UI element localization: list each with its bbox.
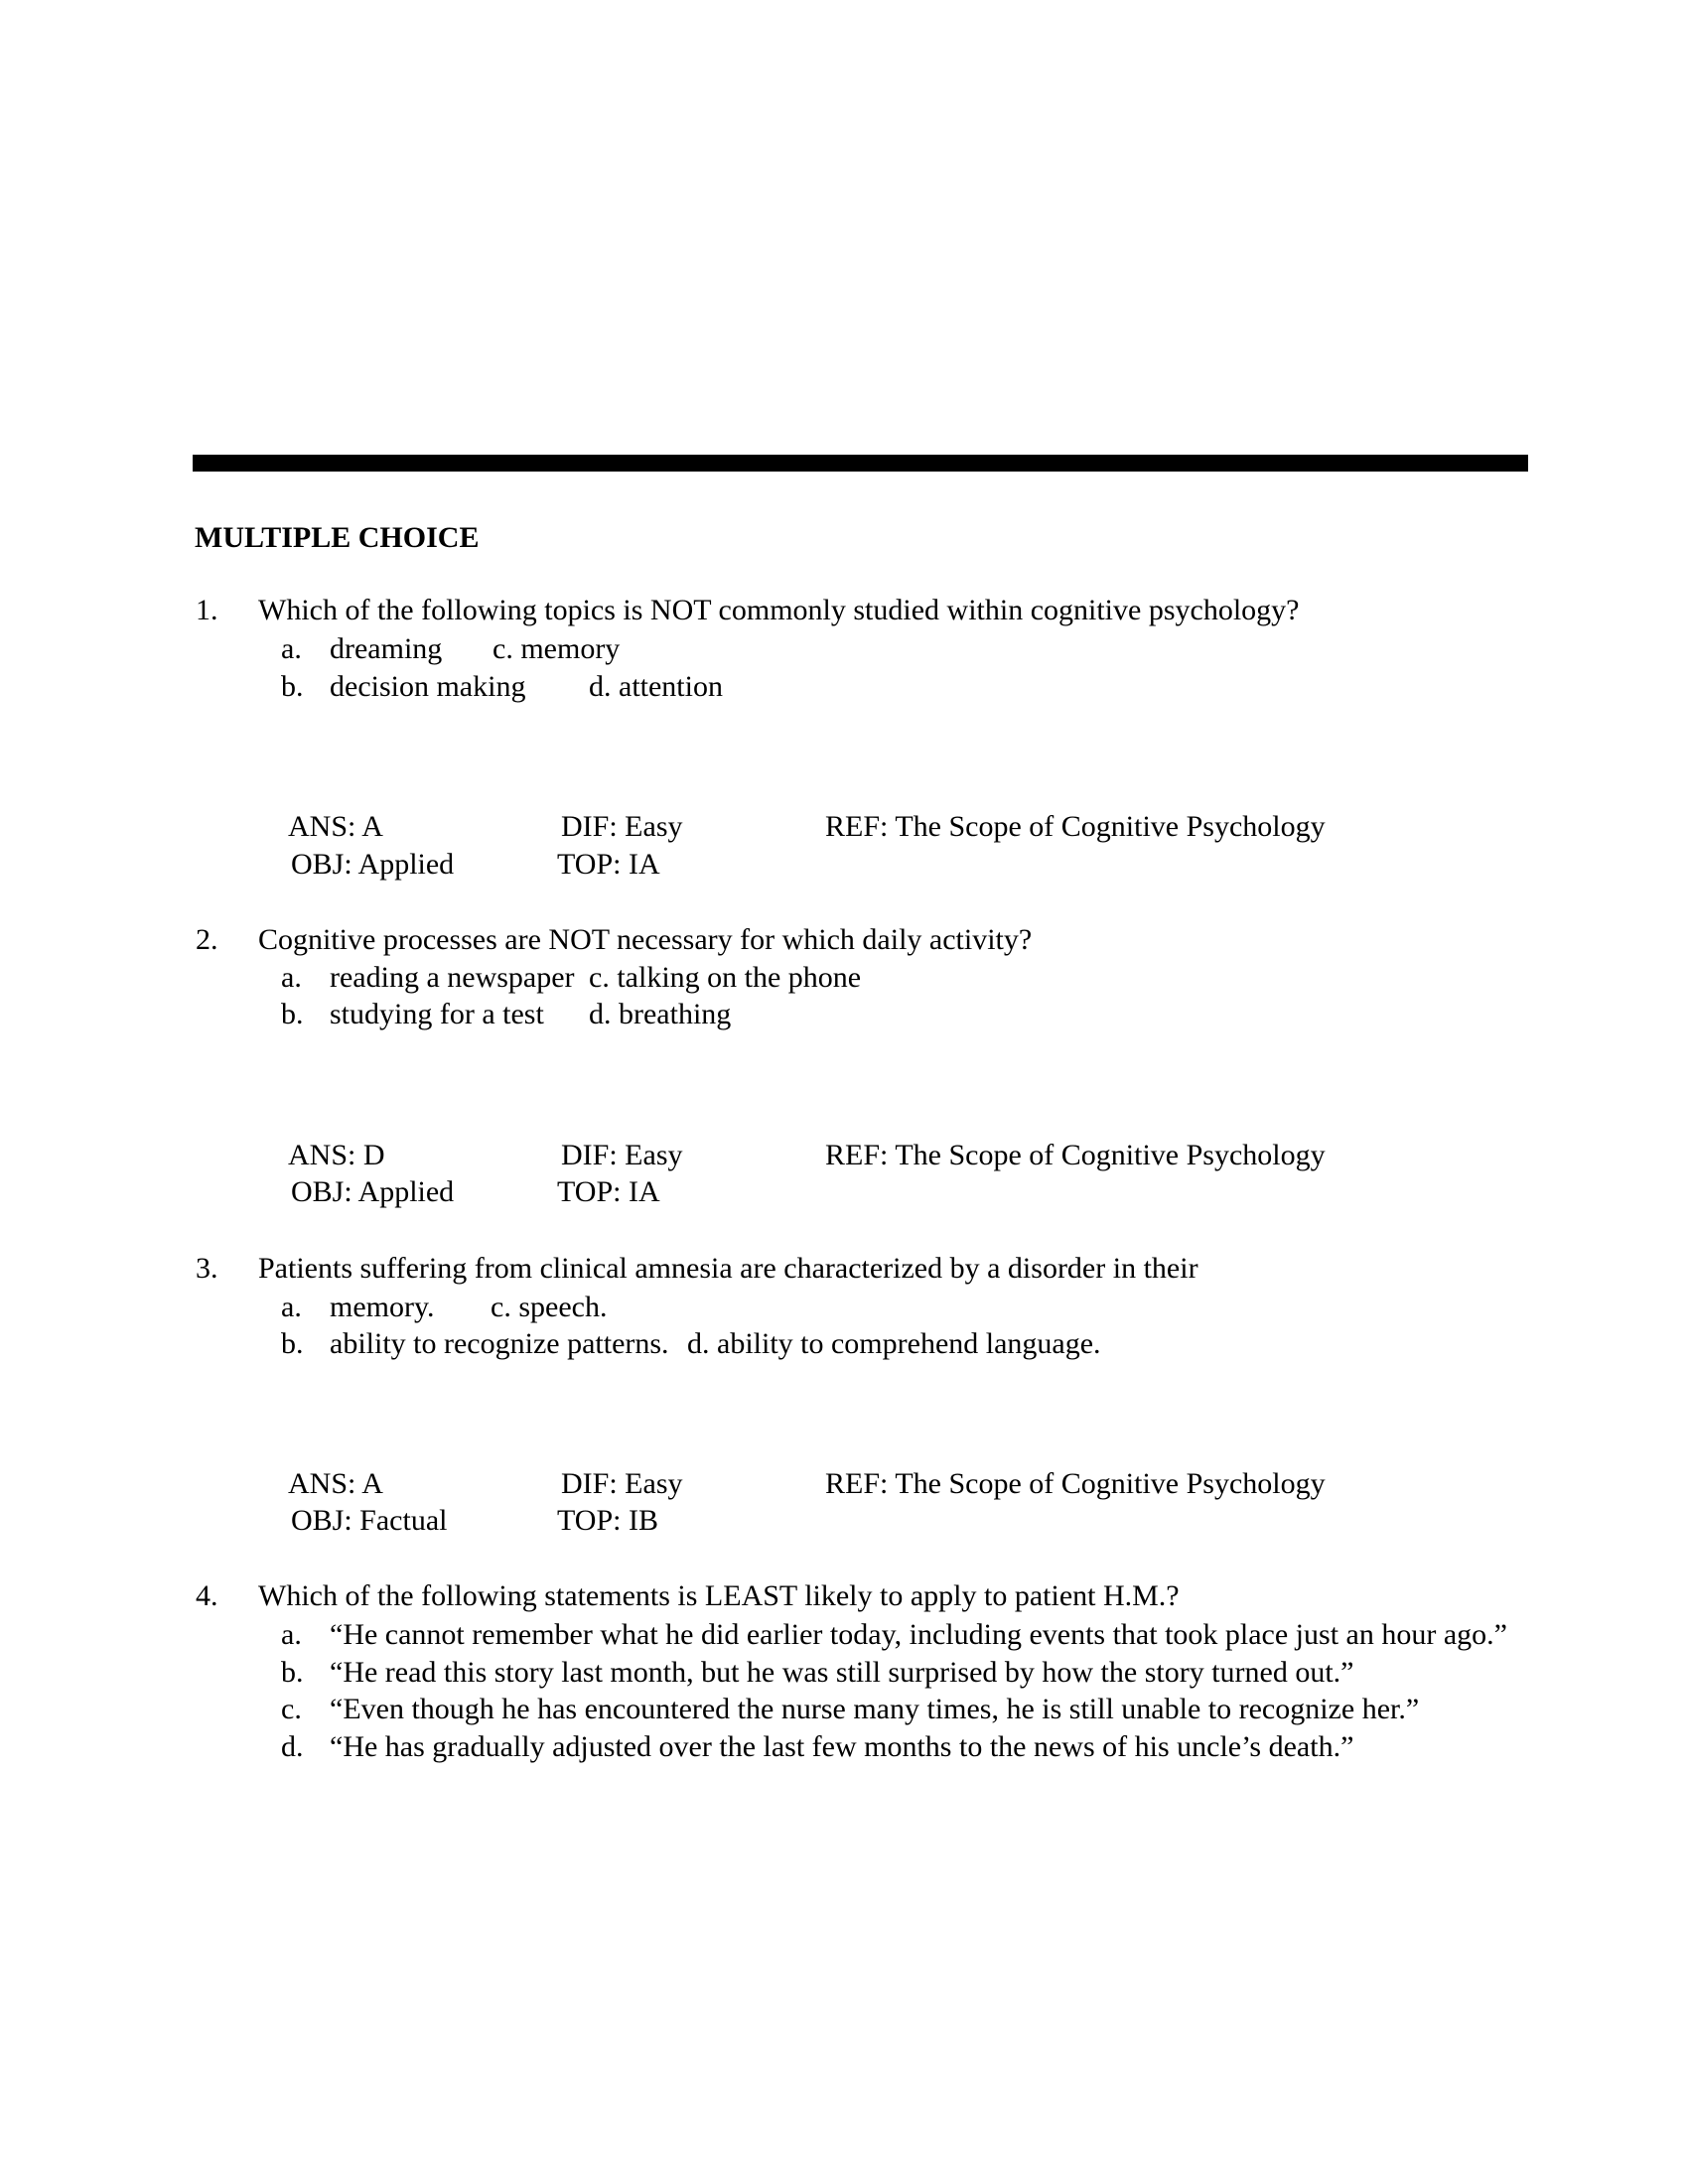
question-text: Patients suffering from clinical amnesia are characterized by a disorder in their (258, 1252, 1198, 1285)
question-text: Cognitive processes are NOT necessary for which daily activity? (258, 923, 1033, 956)
option-c (589, 961, 861, 995)
topic: TOP: IA (557, 1175, 660, 1208)
difficulty: DIF: Easy (561, 1467, 683, 1500)
option-letter: c. (491, 1291, 511, 1323)
option-b: “He read this story last month, but he was still surprised by how the story turned out.” (330, 1656, 1354, 1689)
option-text: ability to comprehend language. (717, 1327, 1101, 1360)
option-letter: a. (281, 961, 302, 994)
question-number: 4. (196, 1579, 218, 1612)
option-text: breathing (619, 998, 732, 1030)
option-c (491, 1291, 607, 1324)
header-rule (193, 455, 1528, 472)
option-letter: d. (687, 1327, 710, 1360)
option-text: talking on the phone (617, 961, 862, 994)
option-letter: a. (281, 632, 302, 665)
option-c (492, 632, 620, 666)
question-text: Which of the following topics is NOT commonly studied within cognitive psychology? (258, 594, 1300, 626)
reference: REF: The Scope of Cognitive Psychology (825, 1467, 1326, 1500)
option-b: decision making (330, 670, 526, 703)
option-text: speech. (518, 1291, 608, 1323)
option-letter: b. (281, 998, 304, 1030)
option-text: memory (520, 632, 621, 665)
option-letter: c. (589, 961, 610, 994)
option-a: reading a newspaper (330, 961, 575, 994)
option-a: “He cannot remember what he did earlier today, including events that took place just an hour ago.” (330, 1618, 1507, 1651)
option-c: “Even though he has encountered the nurse many times, he is still unable to recognize her.” (330, 1693, 1420, 1725)
option-d (687, 1327, 1101, 1361)
option-text: attention (619, 670, 723, 703)
difficulty: DIF: Easy (561, 1139, 683, 1171)
answer: ANS: A (288, 1467, 383, 1500)
option-d (589, 998, 731, 1031)
topic: TOP: IA (557, 848, 660, 881)
option-d: “He has gradually adjusted over the last few months to the news of his uncle’s death.” (330, 1730, 1354, 1763)
option-letter: c. (492, 632, 513, 665)
question-number: 2. (196, 923, 218, 956)
objective: OBJ: Applied (291, 1175, 455, 1208)
objective: OBJ: Applied (291, 848, 455, 881)
section-heading: MULTIPLE CHOICE (195, 521, 480, 554)
option-letter: d. (589, 998, 612, 1030)
objective: OBJ: Factual (291, 1504, 448, 1537)
option-a: dreaming (330, 632, 443, 665)
option-letter: b. (281, 1327, 304, 1360)
option-letter: c. (281, 1693, 302, 1725)
difficulty: DIF: Easy (561, 810, 683, 843)
question-number: 1. (196, 594, 218, 626)
option-letter: b. (281, 670, 304, 703)
option-b: ability to recognize patterns. (330, 1327, 669, 1360)
option-letter: a. (281, 1618, 302, 1651)
reference: REF: The Scope of Cognitive Psychology (825, 1139, 1326, 1171)
option-d (589, 670, 723, 704)
reference: REF: The Scope of Cognitive Psychology (825, 810, 1326, 843)
option-letter: d. (281, 1730, 304, 1763)
option-letter: b. (281, 1656, 304, 1689)
option-letter: d. (589, 670, 612, 703)
option-a: memory. (330, 1291, 435, 1323)
answer: ANS: D (288, 1139, 385, 1171)
option-letter: a. (281, 1291, 302, 1323)
answer: ANS: A (288, 810, 383, 843)
topic: TOP: IB (557, 1504, 658, 1537)
option-b: studying for a test (330, 998, 544, 1030)
question-text: Which of the following statements is LEAST likely to apply to patient H.M.? (258, 1579, 1180, 1612)
question-number: 3. (196, 1252, 218, 1285)
